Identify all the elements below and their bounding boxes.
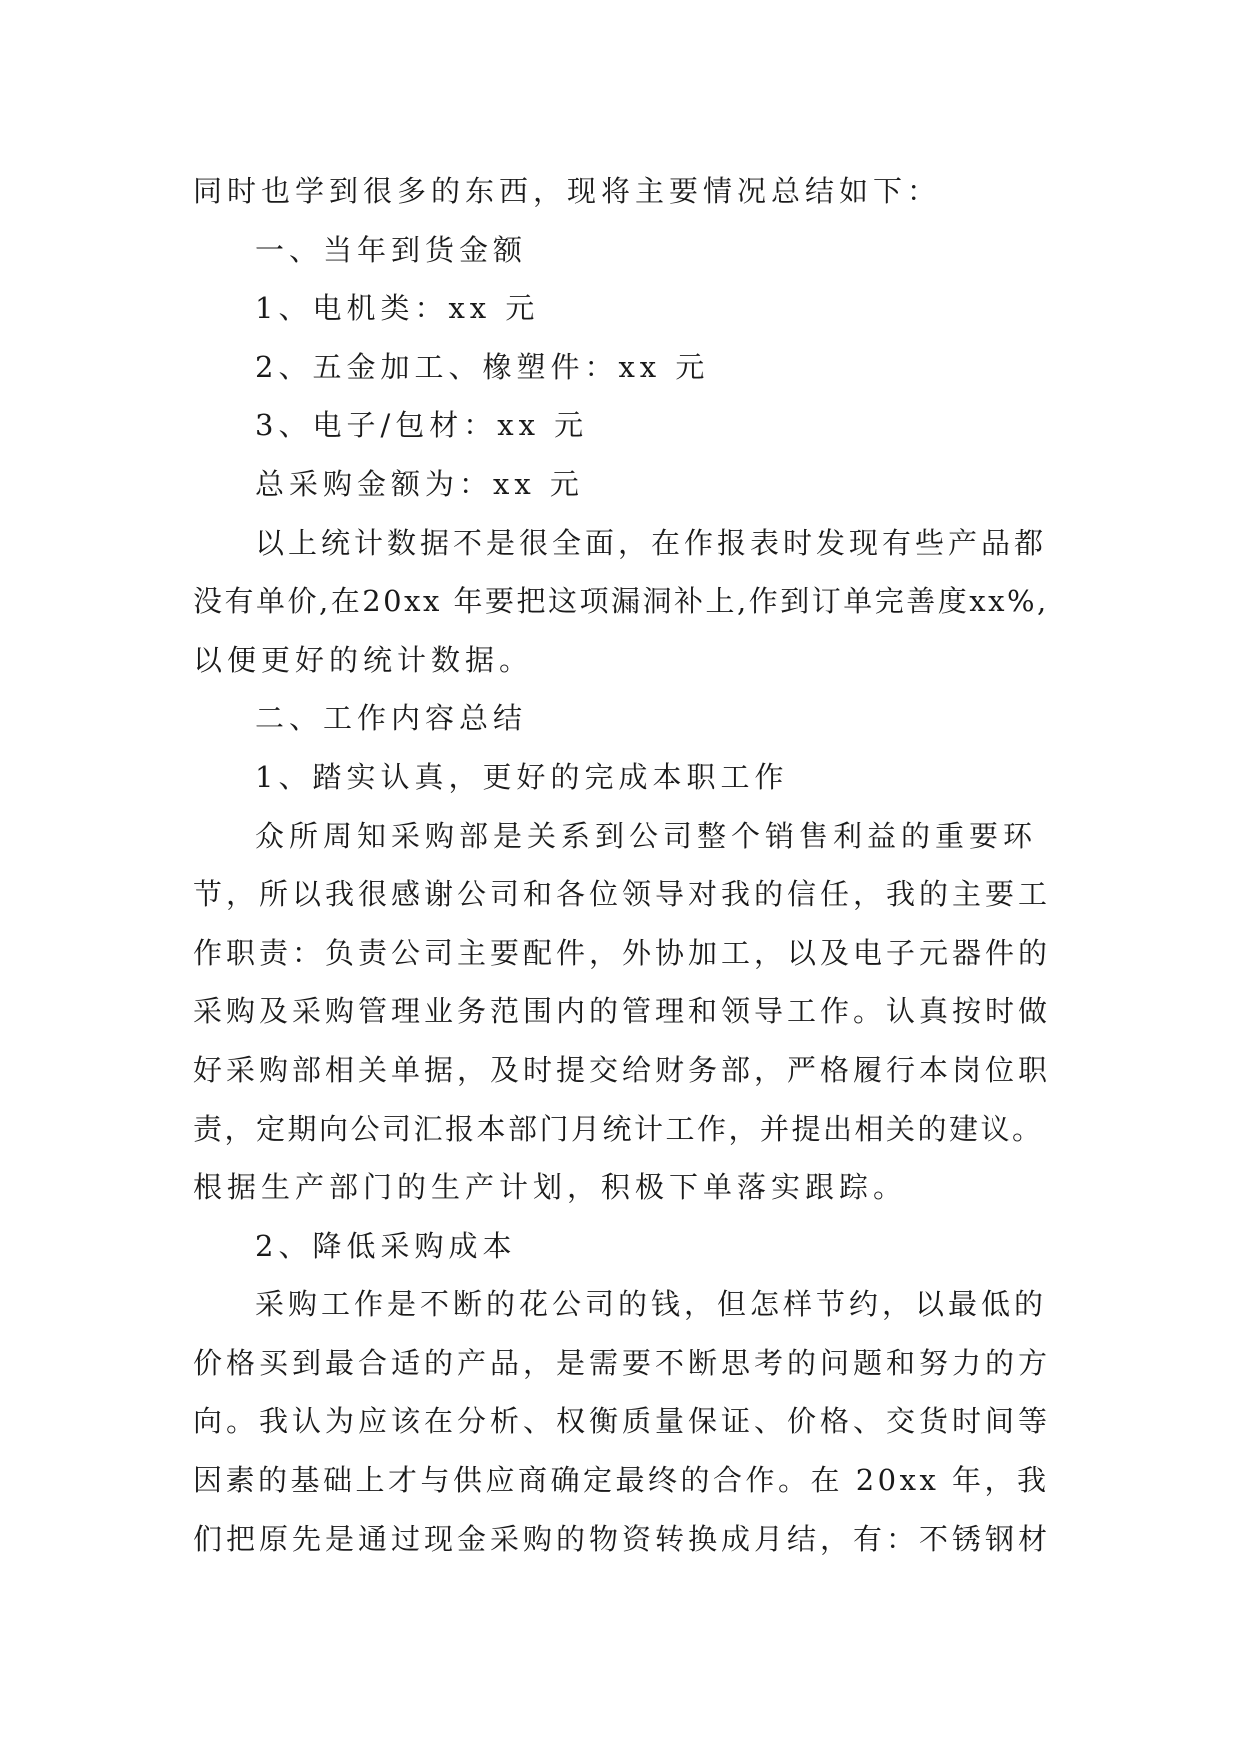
- subsection-heading: 2、降低采购成本: [255, 1228, 517, 1263]
- text-line: 同时也学到很多的东西，现将主要情况总结如下：: [193, 174, 942, 208]
- text-line: 好采购部相关单据，及时提交给财务部，严格履行本岗位职: [193, 1052, 1052, 1087]
- list-item: 1、电机类：xx 元: [255, 291, 540, 326]
- text-line: 没有单价,在20xx 年要把这项漏洞补上,作到订单完善度xx%,: [193, 584, 1049, 619]
- section-heading: 一、当年到货金额: [255, 232, 528, 267]
- total-line: 总采购金额为：xx 元: [255, 466, 584, 501]
- text-line: 因素的基础上才与供应商确定最终的合作。在 20xx 年，我: [193, 1463, 1050, 1498]
- text-line: 以便更好的统计数据。: [193, 642, 534, 677]
- text-line: 责，定期向公司汇报本部门月统计工作，并提出相关的建议。: [193, 1111, 1044, 1146]
- text-line: 以上统计数据不是很全面，在作报表时发现有些产品都: [255, 525, 1048, 560]
- text-line: 众所周知采购部是关系到公司整个销售利益的重要环: [255, 818, 1038, 853]
- text-line: 们把原先是通过现金采购的物资转换成月结，有：不锈钢材: [193, 1521, 1052, 1556]
- list-item: 3、电子/包材：xx 元: [255, 408, 589, 443]
- text-line: 节，所以我很感谢公司和各位领导对我的信任，我的主要工: [193, 877, 1052, 912]
- text-line: 根据生产部门的生产计划，积极下单落实跟踪。: [193, 1170, 908, 1205]
- subsection-heading: 1、踏实认真，更好的完成本职工作: [255, 759, 789, 794]
- text-line: 价格买到最合适的产品，是需要不断思考的问题和努力的方: [193, 1345, 1052, 1380]
- text-line: 向。我认为应该在分析、权衡质量保证、价格、交货时间等: [193, 1404, 1052, 1439]
- section-heading: 二、工作内容总结: [255, 701, 528, 736]
- text-line: 采购及采购管理业务范围内的管理和领导工作。认真按时做: [193, 994, 1052, 1029]
- document-page: [193, 162, 1053, 1568]
- list-item: 2、五金加工、橡塑件：xx 元: [255, 349, 710, 384]
- text-line: 作职责：负责公司主要配件，外协加工，以及电子元器件的: [193, 935, 1052, 970]
- text-line: 采购工作是不断的花公司的钱，但怎样节约，以最低的: [255, 1287, 1048, 1322]
